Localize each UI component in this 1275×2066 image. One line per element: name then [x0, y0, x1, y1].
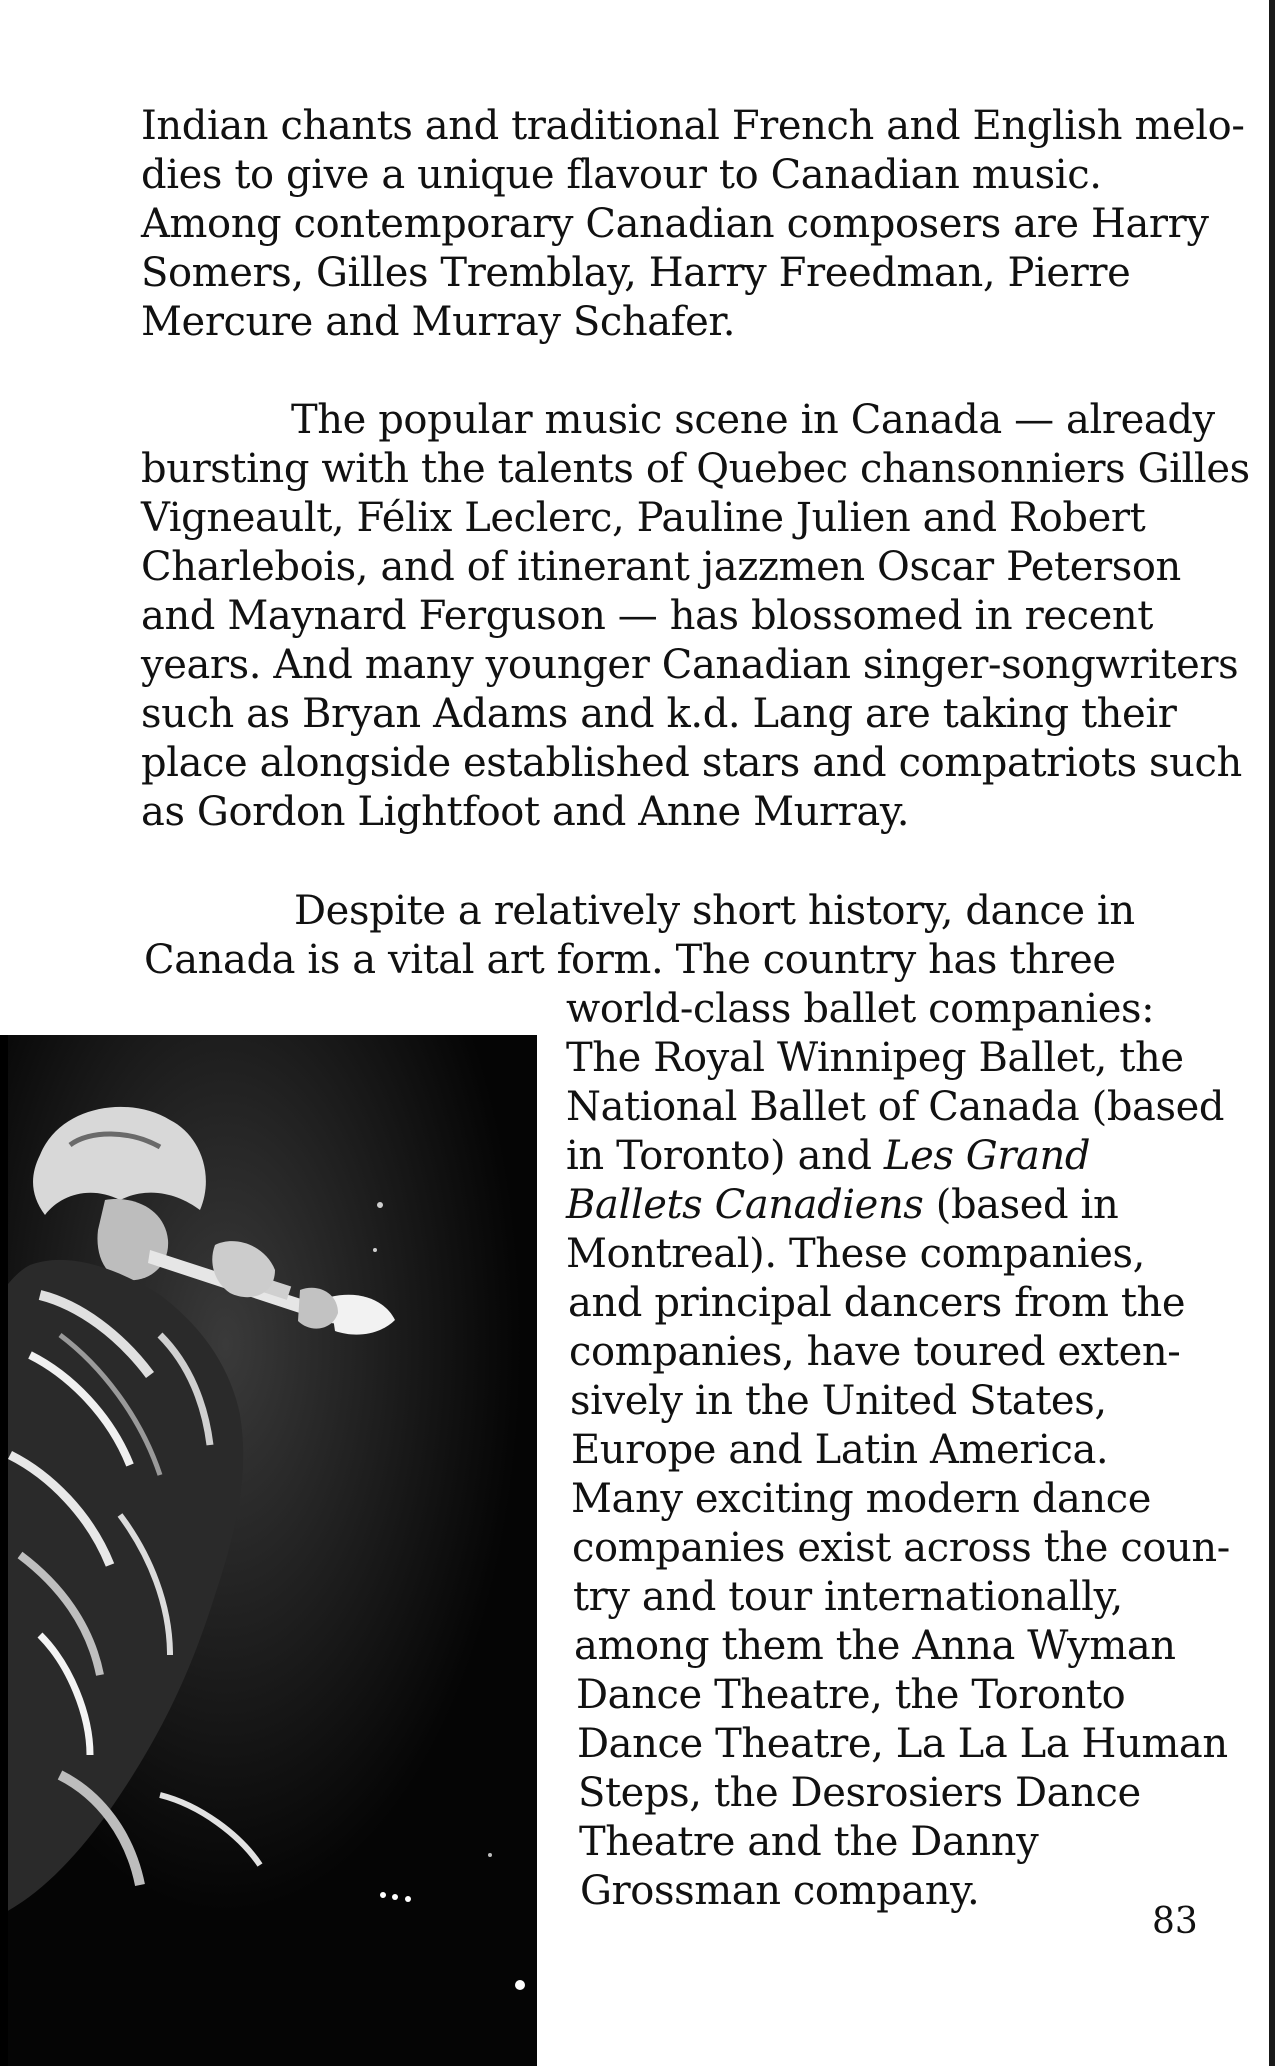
- line-text: (based in: [923, 1182, 1119, 1228]
- trumpet-player-illustration: [0, 1035, 537, 2066]
- page-edge: [1269, 0, 1275, 2066]
- line-text: in Toronto) and: [566, 1133, 884, 1179]
- paragraph-3-column-line: companies exist across the coun-: [572, 1525, 1230, 1571]
- paragraph-3-column-line: National Ballet of Canada (based: [566, 1084, 1225, 1130]
- paragraph-3-column-line: sively in the United States,: [570, 1378, 1107, 1424]
- paragraph-3-column-line: and principal dancers from the: [568, 1280, 1186, 1326]
- paragraph-2-line: as Gordon Lightfoot and Anne Murray.: [141, 789, 910, 835]
- paragraph-3-column-line: Theatre and the Danny: [579, 1819, 1039, 1865]
- paragraph-3-column-line: Montreal). These companies,: [566, 1231, 1145, 1277]
- paragraph-2-line: place alongside established stars and compatriots such: [141, 740, 1242, 786]
- paragraph-3-column-line: [566, 1132, 1090, 1180]
- paragraph-2-line: bursting with the talents of Quebec chansonniers Gilles: [141, 446, 1250, 492]
- paragraph-1-line: Somers, Gilles Tremblay, Harry Freedman, Pierre: [141, 250, 1131, 296]
- paragraph-3-line: Canada is a vital art form. The country has three: [144, 937, 1116, 983]
- paragraph-3-column-line: Dance Theatre, La La La Human: [577, 1721, 1228, 1767]
- paragraph-2-line: Charlebois, and of itinerant jazzmen Oscar Peterson: [141, 544, 1181, 590]
- paragraph-1-line: Mercure and Murray Schafer.: [141, 299, 736, 345]
- paragraph-3-column-line: Dance Theatre, the Toronto: [576, 1672, 1126, 1718]
- paragraph-3-column-line: [566, 1181, 1118, 1229]
- paragraph-3-column-line: companies, have toured exten-: [569, 1329, 1181, 1375]
- paragraph-2-line: such as Bryan Adams and k.d. Lang are taking their: [141, 691, 1177, 737]
- paragraph-3-column-line: among them the Anna Wyman: [574, 1623, 1176, 1669]
- paragraph-3-column-line: Steps, the Desrosiers Dance: [578, 1770, 1141, 1816]
- italic-title: Ballets Canadiens: [566, 1182, 924, 1228]
- paragraph-2-line: and Maynard Ferguson — has blossomed in recent: [141, 593, 1153, 639]
- page-number: 83: [1152, 1901, 1198, 1942]
- paragraph-2-line: years. And many younger Canadian singer-songwriters: [141, 642, 1239, 688]
- paragraph-3-column-line: world-class ballet companies:: [566, 986, 1155, 1032]
- paragraph-1-line: Among contemporary Canadian composers are Harry: [141, 201, 1209, 247]
- paragraph-2-line: Vigneault, Félix Leclerc, Pauline Julien and Robert: [141, 495, 1146, 541]
- paragraph-3-column-line: Europe and Latin America.: [571, 1427, 1109, 1473]
- paragraph-3-column-line: Grossman company.: [580, 1868, 980, 1914]
- paragraph-1-line: Indian chants and traditional French and English melo-: [141, 103, 1245, 149]
- paragraph-1-line: dies to give a unique flavour to Canadian music.: [141, 152, 1102, 198]
- paragraph-3-column-line: Many exciting modern dance: [571, 1476, 1152, 1522]
- italic-title: Les Grand: [883, 1133, 1091, 1179]
- paragraph-3-line: Despite a relatively short history, dance in: [294, 888, 1135, 934]
- paragraph-3-column-line: The Royal Winnipeg Ballet, the: [566, 1035, 1184, 1081]
- paragraph-3-column-line: try and tour internationally,: [573, 1574, 1123, 1620]
- trumpet-player-photo: [0, 1035, 537, 2066]
- paragraph-2-line: The popular music scene in Canada — already: [291, 397, 1215, 443]
